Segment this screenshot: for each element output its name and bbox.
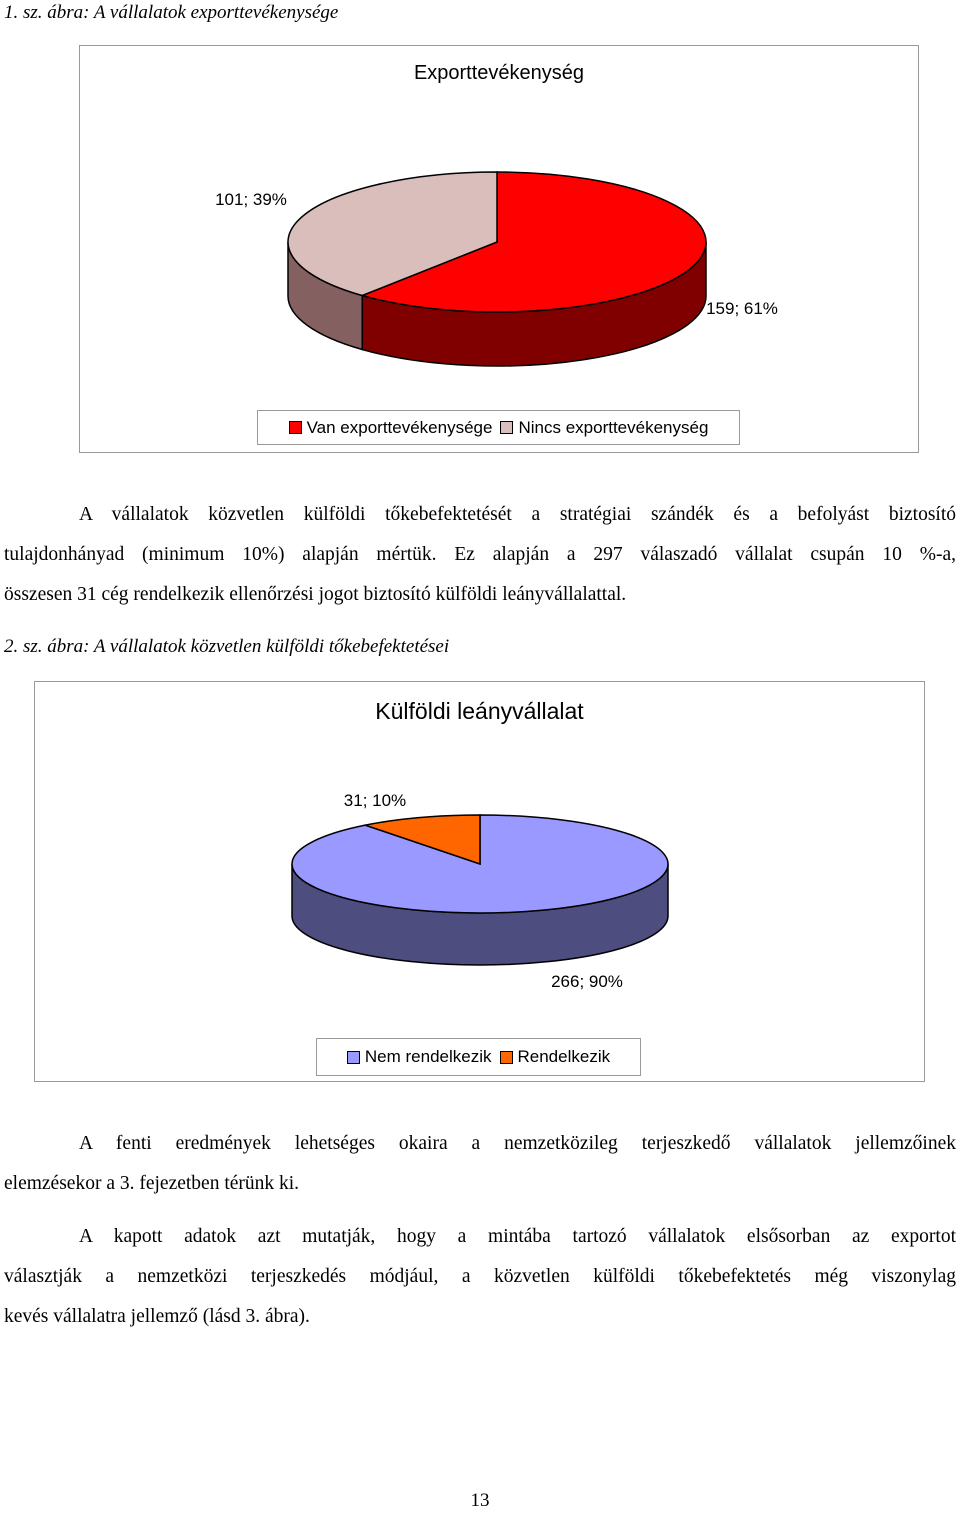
chart-title: Exporttevékenység — [413, 62, 585, 84]
text-line: A kapott adatok azt mutatják, hogy a mintába tartozó vállalatok elsősorban az exportot — [79, 1226, 956, 1247]
paragraph-3 — [4, 1217, 956, 1337]
data-label: 159; 61% — [706, 299, 778, 318]
legend-swatch — [289, 421, 302, 434]
legend-label: Nincs exporttevékenység — [518, 417, 709, 437]
text-line: tulajdonhányad (minimum 10%) alapján mértük. Ez alapján a 297 válaszadó vállalat csupán 10 %-a, — [4, 544, 956, 565]
text-line: A fenti eredmények lehetséges okaira a nemzetközileg terjeszkedő vállalatok jellemzőinek — [79, 1133, 956, 1154]
text-line: A vállalatok közvetlen külföldi tőkebefektetését a stratégiai szándék és a befolyást biztosító — [79, 504, 956, 525]
legend-item — [500, 1047, 611, 1067]
text-line: összesen 31 cég rendelkezik ellenőrzési jogot biztosító külföldi leányvállalattal. — [4, 584, 627, 605]
chart-legend — [257, 410, 740, 445]
legend-swatch — [500, 1051, 513, 1064]
page-number: 13 — [470, 1490, 490, 1511]
chart-foreign-subsidiary — [34, 681, 925, 1082]
text-line: választják a nemzetközi terjeszkedés módjául, a közvetlen külföldi tőkebefektetés még viszonylag — [4, 1266, 956, 1287]
data-label: 266; 90% — [551, 972, 623, 991]
legend-item — [347, 1047, 492, 1067]
chart-legend — [316, 1038, 641, 1076]
figure1-caption: 1. sz. ábra: A vállalatok exporttevékenysége — [4, 2, 339, 23]
pie-chart-subsidiary — [35, 682, 924, 1081]
data-label: 101; 39% — [215, 190, 287, 209]
pie-chart-export — [80, 46, 918, 452]
legend-label: Nem rendelkezik — [364, 1047, 492, 1066]
legend-swatch — [500, 421, 513, 434]
text-line: elemzésekor a 3. fejezetben térünk ki. — [4, 1173, 300, 1194]
paragraph-2 — [4, 1124, 956, 1204]
legend-label: Rendelkezik — [517, 1047, 611, 1066]
paragraph-1 — [4, 495, 956, 615]
chart-export-activity — [79, 45, 919, 453]
figure2-caption: 2. sz. ábra: A vállalatok közvetlen külföldi tőkebefektetései — [4, 636, 450, 657]
legend-item — [500, 418, 708, 438]
legend-swatch — [347, 1051, 360, 1064]
text-line: kevés vállalatra jellemző (lásd 3. ábra). — [4, 1306, 310, 1327]
data-label: 31; 10% — [343, 791, 407, 810]
legend-item — [289, 418, 493, 438]
legend-label: Van exporttevékenysége — [306, 417, 493, 437]
chart-title: Külföldi leányvállalat — [375, 698, 584, 724]
